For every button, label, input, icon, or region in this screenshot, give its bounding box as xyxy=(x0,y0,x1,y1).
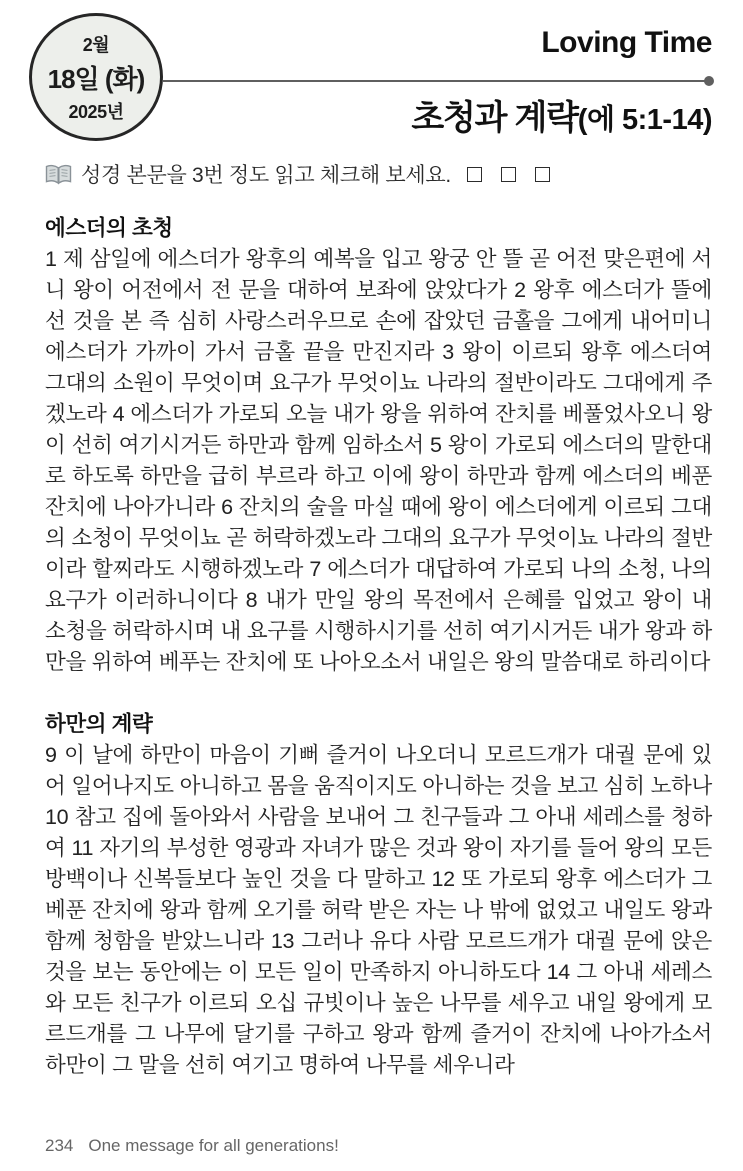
section-heading: 에스더의 초청 xyxy=(45,216,173,240)
footer-slogan: One message for all generations! xyxy=(88,1136,339,1155)
page-title xyxy=(411,90,712,139)
scripture-content xyxy=(45,213,712,1081)
section-esther-invitation xyxy=(45,213,712,678)
read-check-row xyxy=(45,159,550,189)
section-body: 9 이 날에 하만이 마음이 기뻐 즐거이 나오더니 모르드개가 대궐 문에 있어 일어나지도 아니하고 몸을 움직이지도 아니하는 것을 보고 심히 노하나 10 참고 집에 돌아와서 사람을 보내어 그 친구들과 그 아내 세레스를 청하여 11 자기의 부성한 영광과 자녀가 많은 것과 왕이 자기를 들어 왕의 모든 방백이나 신복들보다 높인 것을 다 말하고 12 또 가로되 왕후 에스더가 그 베푼 잔치에 왕과 함께 오기를 허락 받은 자는 나 밖에 없었고 내일도 왕과 함께 청함을 받았느니라 13 그러나 유다 사람 모르드개가 대궐 문에 앉은 것을 보는 동안에는 이 모든 일이 만족하지 아니하도다 14 그 아내 세레스와 모든 친구가 이르되 오십 규빗이나 높은 나무를 세우고 내일 왕에게 모르드개를 그 나무에 달기를 구하고 왕과 함께 즐거이 잔치에 나아가소서 하만이 그 말을 선히 여기고 명하여 나무를 세우니라 xyxy=(45,743,712,1077)
badge-month: 2월 xyxy=(82,34,110,55)
section-heading: 하만의 계략 xyxy=(45,712,153,736)
page-footer xyxy=(45,1136,339,1156)
read-checkbox-2[interactable] xyxy=(501,167,516,182)
open-book-icon xyxy=(45,164,72,185)
page-title-text: 초청과 계략 xyxy=(411,99,578,137)
page-number: 234 xyxy=(45,1136,74,1155)
read-checkbox-1[interactable] xyxy=(467,167,482,182)
badge-day: 18일 (화) xyxy=(47,63,145,94)
date-badge xyxy=(29,13,163,141)
section-haman-scheme xyxy=(45,709,712,1081)
read-check-instruction: 성경 본문을 3번 정도 읽고 체크해 보세요. xyxy=(81,164,451,187)
scripture-reference: (에 5:1-14) xyxy=(577,104,712,136)
header-rule xyxy=(163,80,712,82)
section-body: 1 제 삼일에 에스더가 왕후의 예복을 입고 왕궁 안 뜰 곧 어전 맞은편에 서니 왕이 어전에서 전 문을 대하여 보좌에 앉았다가 2 왕후 에스더가 뜰에 선 것을 본 즉 심히 사랑스러우므로 손에 잡았던 금홀을 그에게 내어미니 에스더가 가까이 가서 금홀 끝을 만진지라 3 왕이 이르되 왕후 에스더여 그대의 소원이 무엇이며 요구가 무엇이뇨 나라의 절반이라도 그대에게 주겠노라 4 에스더가 가로되 오늘 내가 왕을 위하여 잔치를 베풀었사오니 왕이 선히 여기시거든 하만과 함께 임하소서 5 왕이 가로되 에스더의 말한대로 하도록 하만을 급히 부르라 하고 이에 왕이 하만과 함께 에스더의 베푼 잔치에 나아가니라 6 잔치의 술을 마실 때에 왕이 에스더에게 이르되 그대의 소청이 무엇이뇨 곧 허락하겠노라 그대의 요구가 무엇이뇨 나라의 절반이라 할찌라도 시행하겠노라 7 에스더가 대답하여 가로되 나의 소청, 나의 요구가 이러하니이다 8 내가 만일 왕의 목전에서 은혜를 입었고 왕이 내 소청을 허락하시며 내 요구를 시행하시기를 선히 여기시거든 내가 왕과 하만을 위하여 베푸는 잔치에 또 나아오소서 내일은 왕의 말씀대로 하리이다 xyxy=(45,247,712,674)
rule-end-dot xyxy=(704,76,714,86)
read-checkboxes xyxy=(467,167,550,182)
brand-title: Loving Time xyxy=(541,26,712,59)
badge-year: 2025년 xyxy=(68,101,124,122)
read-checkbox-3[interactable] xyxy=(535,167,550,182)
